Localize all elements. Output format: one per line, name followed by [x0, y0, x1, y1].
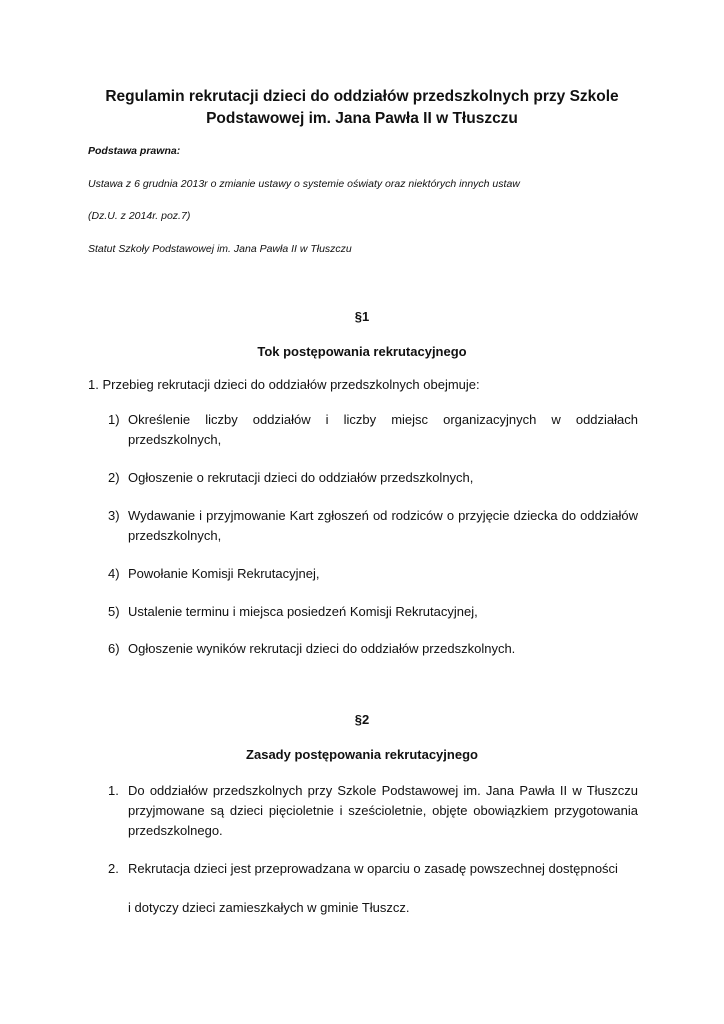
section-2-heading: Zasady postępowania rekrutacyjnego — [246, 747, 478, 762]
legal-basis-line: Statut Szkoły Podstawowej im. Jana Pawła II w Tłuszczu — [88, 243, 352, 255]
list-item — [108, 468, 638, 488]
list-item-number: 6) — [108, 641, 120, 656]
section-1-heading: Tok postępowania rekrutacyjnego — [257, 344, 467, 359]
section-1-intro: 1. Przebieg rekrutacji dzieci do oddziałów przedszkolnych obejmuje: — [88, 377, 480, 392]
list-item — [108, 410, 638, 450]
legal-basis-line: Ustawa z 6 grudnia 2013r o zmianie ustawy o systemie oświaty oraz niektórych innych ustaw — [88, 178, 520, 190]
list-item-number: 2) — [108, 470, 120, 485]
legal-basis-label: Podstawa prawna: — [88, 145, 181, 157]
list-item — [108, 506, 638, 546]
list-item-number: 2. — [108, 861, 119, 876]
list-item-text: Wydawanie i przyjmowanie Kart zgłoszeń od rodziców o przyjęcie dziecka do oddziałów przedszkolnych, — [128, 508, 638, 543]
list-item-text: Ogłoszenie o rekrutacji dzieci do oddziałów przedszkolnych, — [128, 470, 474, 485]
list-item-text: Ustalenie terminu i miejsca posiedzeń Komisji Rekrutacyjnej, — [128, 604, 478, 619]
list-item — [108, 781, 638, 841]
list-item-continuation: i dotyczy dzieci zamieszkałych w gminie Tłuszcz. — [128, 900, 410, 915]
list-item-text: Powołanie Komisji Rekrutacyjnej, — [128, 566, 320, 581]
list-item — [108, 859, 638, 879]
list-item — [108, 602, 638, 622]
list-item-number: 3) — [108, 508, 120, 523]
list-item-number: 1. — [108, 783, 119, 798]
list-item-text: Określenie liczby oddziałów i liczby miejsc organizacyjnych w oddziałach przedszkolnych, — [128, 412, 638, 447]
document-title: Regulamin rekrutacji dzieci do oddziałów przedszkolnych przy Szkole Podstawowej im. Jana Pawła II w Tłuszczu — [105, 88, 619, 127]
list-item-text: Ogłoszenie wyników rekrutacji dzieci do oddziałów przedszkolnych. — [128, 641, 516, 656]
legal-basis-line: (Dz.U. z 2014r. poz.7) — [88, 210, 191, 222]
section-1-mark: §1 — [354, 309, 370, 324]
list-item — [108, 564, 638, 584]
list-item-number: 4) — [108, 566, 120, 581]
list-item-text: Do oddziałów przedszkolnych przy Szkole Podstawowej im. Jana Pawła II w Tłuszczu przyjmowane są dzieci pięcioletnie i sześcioletnie, objęte obowiązkiem przygotowania przedszkolnego. — [128, 783, 638, 838]
section-2-mark: §2 — [354, 712, 370, 727]
list-item-number: 1) — [108, 412, 120, 427]
list-item — [108, 639, 638, 659]
list-item-text: Rekrutacja dzieci jest przeprowadzana w oparciu o zasadę powszechnej dostępności — [128, 861, 618, 876]
list-item-number: 5) — [108, 604, 120, 619]
